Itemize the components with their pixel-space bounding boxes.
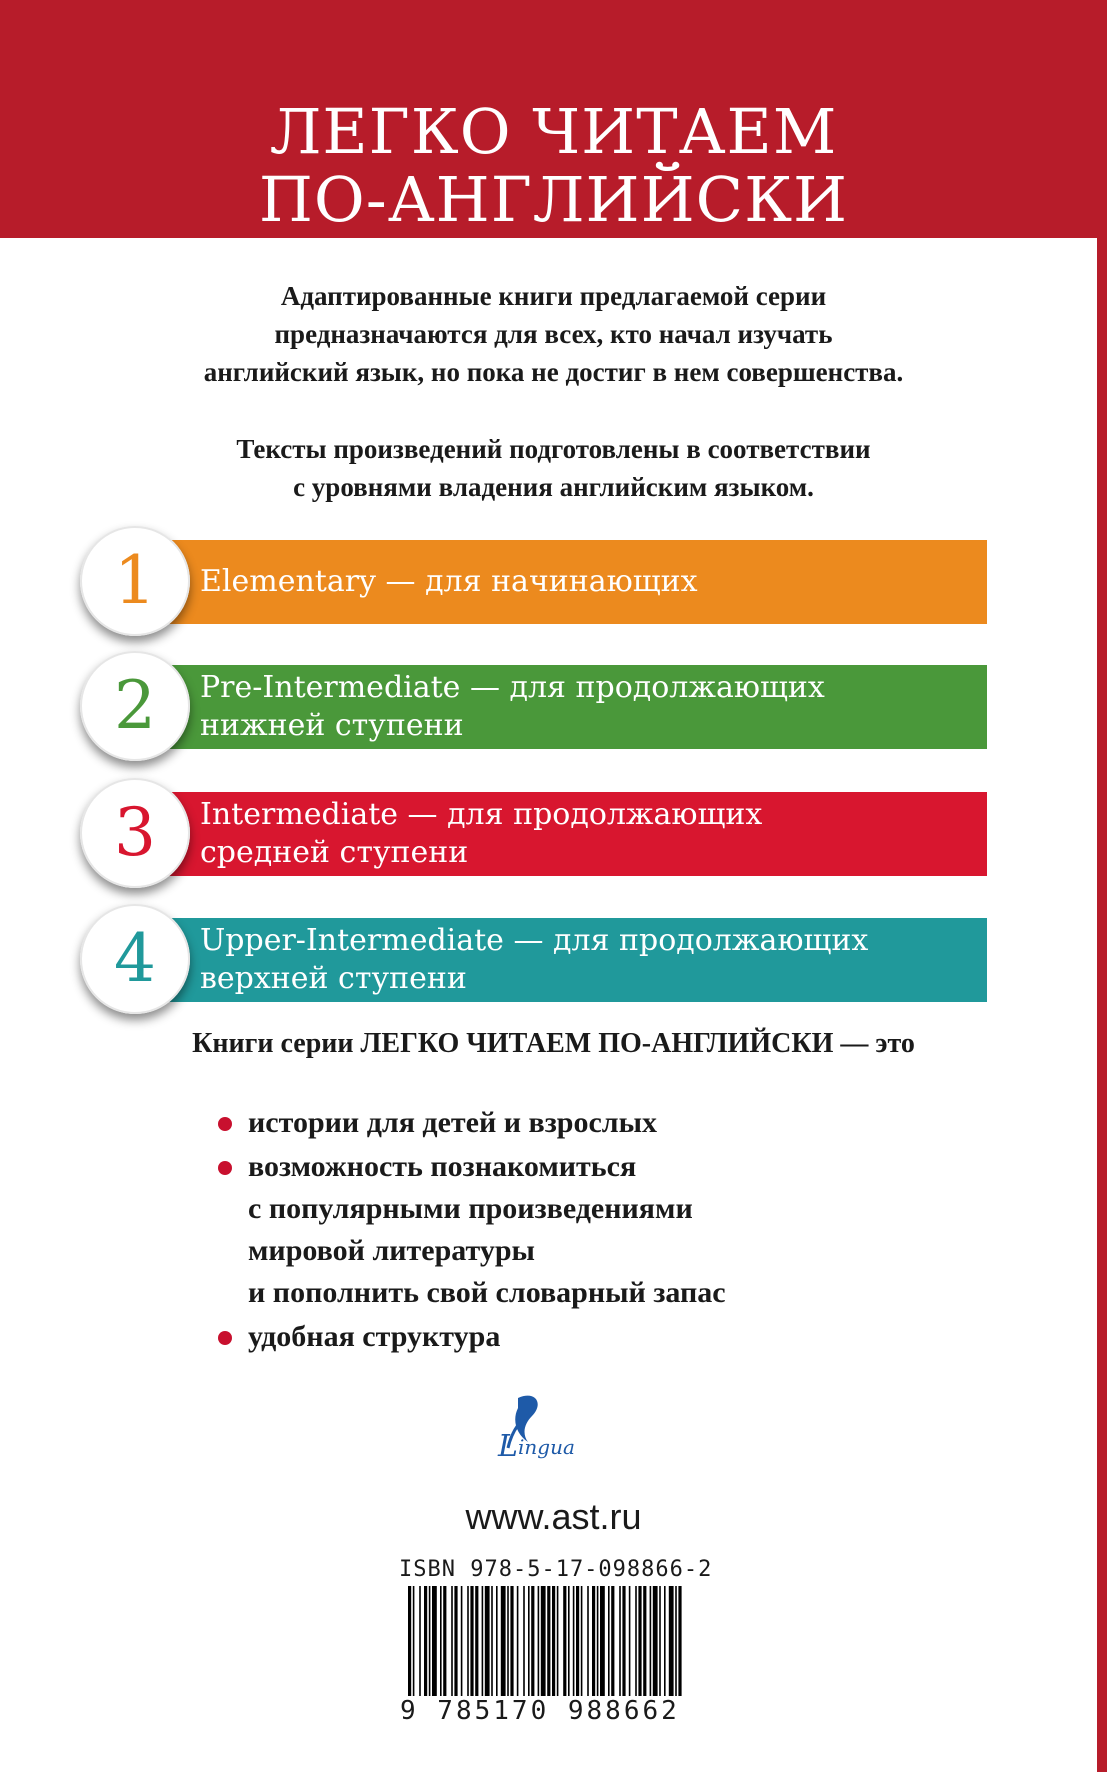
feature-item-1 bbox=[218, 1102, 1038, 1144]
bullet-dot-icon bbox=[218, 1117, 232, 1131]
intro-paragraph-1: Адаптированные книги предлагаемой серии предназначаются для всех, кто начал изучать английский язык, но пока не достиг в нем совершенства. bbox=[203, 281, 904, 387]
intro-paragraph-2-line2: с уровнями владения английским языком. bbox=[293, 472, 814, 502]
level-2-label-line1: Pre-Intermediate — для продолжающих bbox=[200, 670, 825, 705]
svg-text:L: L bbox=[498, 1429, 518, 1464]
level-3-label-line2: средней ступени bbox=[200, 835, 469, 870]
level-3-number-badge: 3 bbox=[80, 778, 190, 888]
lingua-logo-icon bbox=[478, 1390, 608, 1470]
feature-2-line3: мировой литературы bbox=[248, 1234, 535, 1267]
feature-item-3 bbox=[218, 1316, 1038, 1358]
level-bar-2 bbox=[145, 665, 987, 749]
barcode-icon bbox=[404, 1586, 684, 1706]
series-title bbox=[0, 95, 1107, 236]
barcode-digits: 9 785170 988662 bbox=[400, 1696, 680, 1726]
level-3-label-line1: Intermediate — для продолжающих bbox=[200, 797, 763, 832]
level-2-number-badge: 2 bbox=[80, 651, 190, 761]
level-2-label-line2: нижней ступени bbox=[200, 708, 464, 743]
series-features-heading: Книги серии ЛЕГКО ЧИТАЕМ ПО-АНГЛИЙСКИ — это bbox=[192, 1028, 915, 1059]
level-bar-1 bbox=[145, 540, 987, 624]
features-list bbox=[218, 1102, 1038, 1360]
level-bar-3 bbox=[145, 792, 987, 876]
feature-2-line2: с популярными произведениями bbox=[248, 1192, 693, 1225]
feature-item-2 bbox=[218, 1146, 1038, 1314]
isbn-number: ISBN 978-5-17-098866-2 bbox=[399, 1557, 713, 1582]
series-title-line1: ЛЕГКО ЧИТАЕМ bbox=[269, 95, 838, 168]
series-title-line2: ПО-АНГЛИЙСКИ bbox=[258, 163, 849, 236]
bullet-dot-icon bbox=[218, 1161, 232, 1175]
svg-text:ingua: ingua bbox=[518, 1435, 575, 1459]
level-4-label-line1: Upper-Intermediate — для продолжающих bbox=[200, 923, 869, 958]
feature-1-line1: истории для детей и взрослых bbox=[248, 1106, 658, 1139]
level-1-label: Elementary — для начинающих bbox=[200, 564, 698, 599]
publisher-url[interactable]: www.ast.ru bbox=[465, 1496, 642, 1537]
right-edge-stripe bbox=[1097, 238, 1107, 1772]
level-1-number-badge: 1 bbox=[80, 526, 190, 636]
feature-3-line1: удобная структура bbox=[248, 1320, 501, 1353]
level-bar-4 bbox=[145, 918, 987, 1002]
feature-2-line4: и пополнить свой словарный запас bbox=[248, 1276, 726, 1309]
level-4-number-badge: 4 bbox=[80, 904, 190, 1014]
bullet-dot-icon bbox=[218, 1331, 232, 1345]
level-4-label-line2: верхней ступени bbox=[200, 961, 467, 996]
feature-2-line1: возможность познакомиться bbox=[248, 1150, 637, 1183]
intro-paragraph-2-line1: Тексты произведений подготовлены в соответствии bbox=[236, 434, 871, 464]
intro-paragraph-2 bbox=[60, 430, 1047, 506]
